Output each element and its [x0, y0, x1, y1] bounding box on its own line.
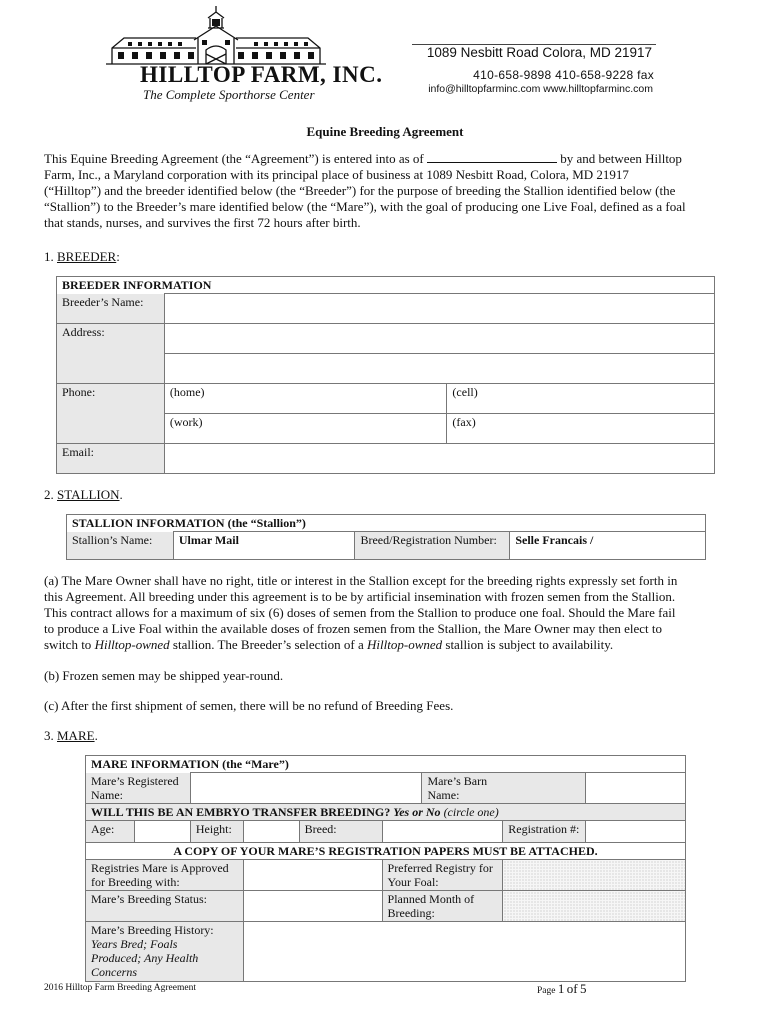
- intro-text: “Stallion”) to the Breeder’s mare identified below (the “Mare”), with the goal of producing one Live Foal, defined as a foal: [44, 199, 686, 214]
- terms-paragraph-b: (b) Frozen semen may be shipped year-round.: [44, 668, 284, 683]
- mare-age-field[interactable]: [134, 821, 190, 843]
- footer-document-name: 2016 Hilltop Farm Breeding Agreement: [44, 983, 196, 993]
- terms-paragraph-a: (a) The Mare Owner shall have no right, title or interest in the Stallion except for the breeding rights expressly set forth in this Agreement. All breeding under this agreement is to be by artificial insemination with frozen semen from the Stallion. This contract allows for a maximum of six (6) doses of semen from the Stallion to produce one foal. Should the Mare fail to produce a Live Foal within the available doses of frozen semen from the Stallion, the Mare Owner may then elect to switch to Hilltop-owned stallion. The Breeder’s selection of a Hilltop-owned stallion is subject to availability.: [44, 573, 678, 652]
- intro-text: (“Hilltop”) and the breeder identified below (the “Breeder”) for the purpose of breeding the Stallion identified below (the: [44, 183, 676, 198]
- intro-text: Farm, Inc., a Maryland corporation with its principal place of business at 1089 Nesbitt Road, Colora, MD 21917: [44, 167, 629, 182]
- stallion-name-label: Stallion’s Name:: [67, 532, 174, 560]
- mare-barn-name-field[interactable]: [586, 773, 686, 804]
- breeder-address-field-2[interactable]: [164, 354, 714, 384]
- mare-info-table: [85, 755, 686, 982]
- farm-phones: 410-658-9898 410-658-9228 fax: [473, 68, 654, 82]
- terms-paragraph-c: (c) After the first shipment of semen, there will be no refund of Breeding Fees.: [44, 698, 454, 713]
- breeder-address-field-1[interactable]: [164, 324, 714, 354]
- stallion-name-value: Ulmar Mail: [173, 532, 355, 560]
- intro-text: This Equine Breeding Agreement (the “Agreement”) is entered into as of: [44, 151, 424, 166]
- breeder-email-label: Email:: [57, 444, 165, 474]
- agreement-date-blank[interactable]: [427, 151, 557, 163]
- phone-work-field[interactable]: (work): [164, 414, 447, 444]
- planned-month-field[interactable]: [503, 891, 686, 922]
- breeder-info-table: [56, 276, 715, 474]
- section-stallion-heading: 2. STALLION.: [44, 487, 123, 502]
- breeder-table-title: BREEDER INFORMATION: [57, 277, 715, 294]
- stallion-info-table: [66, 514, 706, 560]
- mare-registration-field[interactable]: [586, 821, 686, 843]
- breeding-status-field[interactable]: [243, 891, 382, 922]
- phone-fax-field[interactable]: (fax): [447, 414, 715, 444]
- breeder-name-field[interactable]: [164, 294, 714, 324]
- farm-barn-logo: [104, 4, 328, 66]
- phone-home-field[interactable]: (home): [164, 384, 447, 414]
- intro-paragraph: [44, 151, 734, 231]
- preferred-registry-label: Preferred Registry for Your Foal:: [382, 860, 503, 891]
- farm-contact: info@hilltopfarminc.com www.hilltopfarminc.com: [428, 83, 653, 95]
- phone-cell-field[interactable]: (cell): [447, 384, 715, 414]
- planned-month-label: Planned Month of Breeding:: [382, 891, 503, 922]
- breeder-name-label: Breeder’s Name:: [57, 294, 165, 324]
- document-title: Equine Breeding Agreement: [306, 124, 464, 139]
- farm-name: HILLTOP FARM, INC.: [140, 62, 383, 87]
- preferred-registry-field[interactable]: [503, 860, 686, 891]
- breeding-history-label: Mare’s Breeding History: Years Bred; Foals Produced; Any Health Concerns: [86, 922, 244, 982]
- breeder-address-label: Address:: [57, 324, 165, 384]
- intro-text: by and between Hilltop: [560, 151, 682, 166]
- registration-papers-note: A COPY OF YOUR MARE’S REGISTRATION PAPERS MUST BE ATTACHED.: [86, 843, 686, 860]
- approved-registries-field[interactable]: [243, 860, 382, 891]
- breeding-status-label: Mare’s Breeding Status:: [86, 891, 244, 922]
- embryo-transfer-question: WILL THIS BE AN EMBRYO TRANSFER BREEDING? Yes or No (circle one): [86, 804, 686, 821]
- mare-table-title: MARE INFORMATION (the “Mare”): [86, 756, 686, 773]
- footer-page-number: Page 1 of 5: [537, 981, 587, 996]
- breeder-phone-label: Phone:: [57, 384, 165, 444]
- mare-registered-name-field[interactable]: [190, 773, 422, 804]
- mare-height-label: Height:: [190, 821, 243, 843]
- section-mare-heading: 3. MARE.: [44, 728, 98, 743]
- intro-text: that stands, nurses, and survives the first 72 hours after birth.: [44, 215, 361, 230]
- stallion-registration-label: Breed/Registration Number:: [355, 532, 510, 560]
- stallion-table-title: STALLION INFORMATION (the “Stallion”): [67, 515, 706, 532]
- section-breeder-heading: 1. BREEDER:: [44, 249, 120, 264]
- mare-registration-label: Registration #:: [503, 821, 586, 843]
- stallion-registration-value: Selle Francais /: [510, 532, 706, 560]
- embryo-yes-no-options[interactable]: Yes or No: [393, 805, 441, 819]
- farm-address: 1089 Nesbitt Road Colora, MD 21917: [426, 45, 652, 60]
- mare-height-field[interactable]: [243, 821, 299, 843]
- breeding-history-field[interactable]: [243, 922, 685, 982]
- breeder-email-field[interactable]: [164, 444, 714, 474]
- approved-registries-label: Registries Mare is Approved for Breeding with:: [86, 860, 244, 891]
- mare-barn-name-label: Mare’s Barn Name:: [422, 773, 586, 804]
- mare-age-label: Age:: [86, 821, 135, 843]
- mare-breed-label: Breed:: [299, 821, 382, 843]
- mare-breed-field[interactable]: [382, 821, 503, 843]
- mare-registered-name-label: Mare’s Registered Name:: [86, 773, 191, 804]
- farm-tagline: The Complete Sporthorse Center: [143, 87, 315, 102]
